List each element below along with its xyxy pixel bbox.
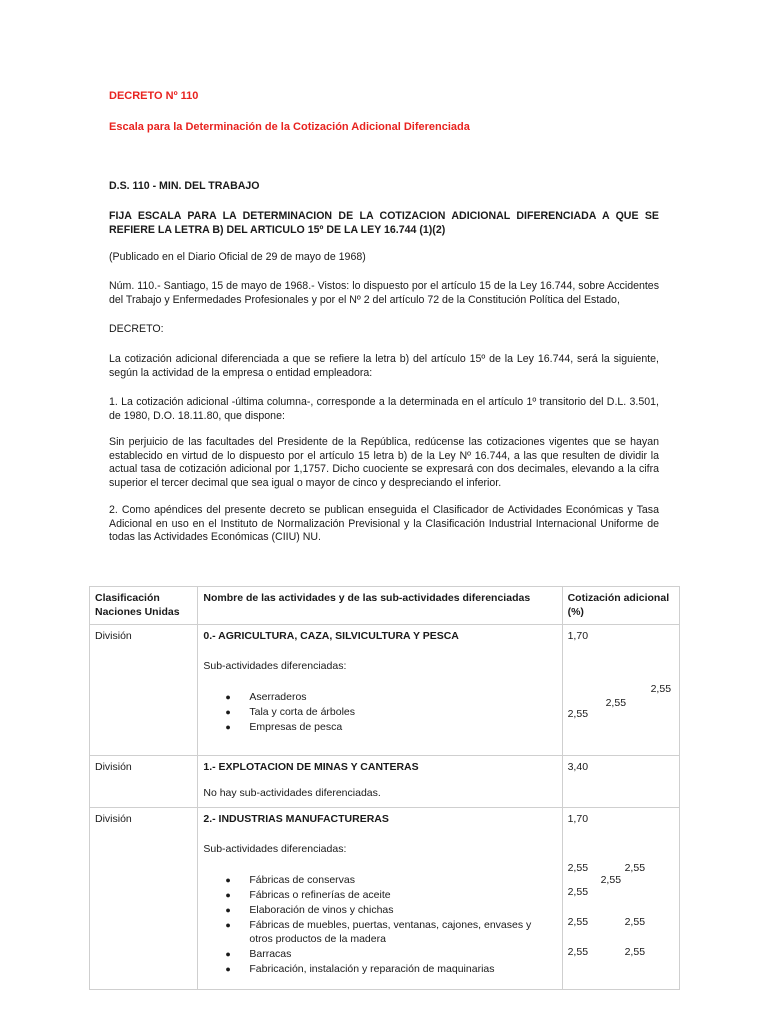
preamble: Núm. 110.- Santiago, 15 de mayo de 1968.- Vistos: lo dispuesto por el artículo 15 de la Ley 16.744, sobre Accidentes del Trabajo y Enfermedades Profesionales y por el Nº 2 del artículo 72 de la Constitución Política del Estado,	[109, 280, 659, 306]
sub-rate: 2,55	[605, 697, 627, 709]
decreto-label: DECRETO:	[109, 323, 164, 335]
row-rate	[562, 625, 679, 756]
sub-activities-list	[203, 874, 556, 978]
sub-activities-list	[203, 691, 556, 736]
table-row	[90, 808, 680, 990]
decree-subtitle: Escala para la Determinación de la Cotización Adicional Diferenciada	[109, 121, 470, 133]
sub-rate: 2,55	[624, 916, 646, 928]
paragraph-3: Sin perjuicio de las facultades del Presidente de la República, redúcense las cotizaciones vigentes que se hayan establecido en virtud de lo dispuesto por el artículo 15 letra b) de la Ley Nº 16.744, a las que resulten de dividir la actual tasa de cotización adicional por 1,1757. Dicho cuociente se expresará con dos decimales, elevando a la cifra superior el tercer decimal que sea igual o mayor de cinco y despreciando el inferior.	[109, 436, 659, 489]
list-item: ● Elaboración de vinos y chichas	[249, 904, 556, 919]
table-row	[90, 625, 680, 756]
list-item: ● Aserraderos	[249, 691, 556, 706]
row-activities	[198, 756, 562, 808]
sub-activities-label: Sub-actividades diferenciadas:	[203, 659, 347, 672]
row-classification: División	[90, 808, 198, 990]
sub-rate: 2,55	[650, 683, 672, 695]
list-item: ● Fábricas de conservas	[249, 874, 556, 889]
list-item: ● Empresas de pesca	[249, 721, 556, 736]
row-activities	[198, 625, 562, 756]
ds-line: D.S. 110 - MIN. DEL TRABAJO	[109, 180, 260, 192]
table-header-row	[90, 587, 680, 625]
paragraph-1: La cotización adicional diferenciada a que se refiere la letra b) del artículo 15º de la Ley 16.744, será la siguiente, según la actividad de la empresa o entidad empleadora:	[109, 353, 659, 379]
row-classification: División	[90, 625, 198, 756]
activities-table	[89, 586, 680, 990]
division-title: 1.- EXPLOTACION DE MINAS Y CANTERAS	[203, 761, 419, 773]
paragraph-2: 1. La cotización adicional -última columna-, corresponde a la determinada en el artículo 1º transitorio del D.L. 3.501, de 1980, D.O. 18.11.80, que dispone:	[109, 396, 659, 422]
paragraph-4: 2. Como apéndices del presente decreto se publican enseguida el Clasificador de Actividades Económicas y Tasa Adicional en uso en el Instituto de Normalización Previsional y la Clasificación Industrial Internacional Uniforme de todas las Actividades Económicas (CIIU) NU.	[109, 504, 659, 543]
division-rate: 1,70	[567, 630, 589, 642]
list-item: ● Tala y corta de árboles	[249, 706, 556, 721]
division-title: 0.- AGRICULTURA, CAZA, SILVICULTURA Y PESCA	[203, 630, 459, 642]
table-row	[90, 756, 680, 808]
sub-rate: 2,55	[567, 708, 589, 720]
sub-rate: 2,55	[600, 874, 622, 886]
list-item: ● Fábricas o refinerías de aceite	[249, 889, 556, 904]
row-activities	[198, 808, 562, 990]
list-item: ● Fábricas de muebles, puertas, ventanas, cajones, envases y otros productos de la madera	[249, 919, 556, 948]
row-rate	[562, 808, 679, 990]
sub-rate: 2,55	[567, 862, 589, 874]
list-item: ● Barracas	[249, 948, 556, 963]
header-activities: Nombre de las actividades y de las sub-actividades diferenciadas	[198, 587, 562, 625]
header-classification: Clasificación Naciones Unidas	[90, 587, 198, 625]
row-rate: 3,40	[562, 756, 679, 808]
division-title: 2.- INDUSTRIAS MANUFACTURERAS	[203, 813, 389, 825]
division-rate: 1,70	[567, 813, 589, 825]
no-sub-activities-note: No hay sub-actividades diferenciadas.	[203, 786, 381, 799]
decree-heading: FIJA ESCALA PARA LA DETERMINACION DE LA COTIZACION ADICIONAL DIFERENCIADA A QUE SE REFIERE LA LETRA B) DEL ARTICULO 15º DE LA LEY 16.744 (1)(2)	[109, 210, 659, 236]
sub-rate: 2,55	[567, 946, 589, 958]
header-rate: Cotización adicional (%)	[562, 587, 679, 625]
sub-rate: 2,55	[624, 862, 646, 874]
publication-note: (Publicado en el Diario Oficial de 29 de mayo de 1968)	[109, 251, 366, 263]
row-classification: División	[90, 756, 198, 808]
sub-rate: 2,55	[624, 946, 646, 958]
sub-activities-label: Sub-actividades diferenciadas:	[203, 842, 347, 855]
sub-rate: 2,55	[567, 916, 589, 928]
list-item: ● Fabricación, instalación y reparación de maquinarias	[249, 963, 556, 978]
decree-number: DECRETO Nº 110	[109, 90, 199, 102]
sub-rate: 2,55	[567, 886, 589, 898]
